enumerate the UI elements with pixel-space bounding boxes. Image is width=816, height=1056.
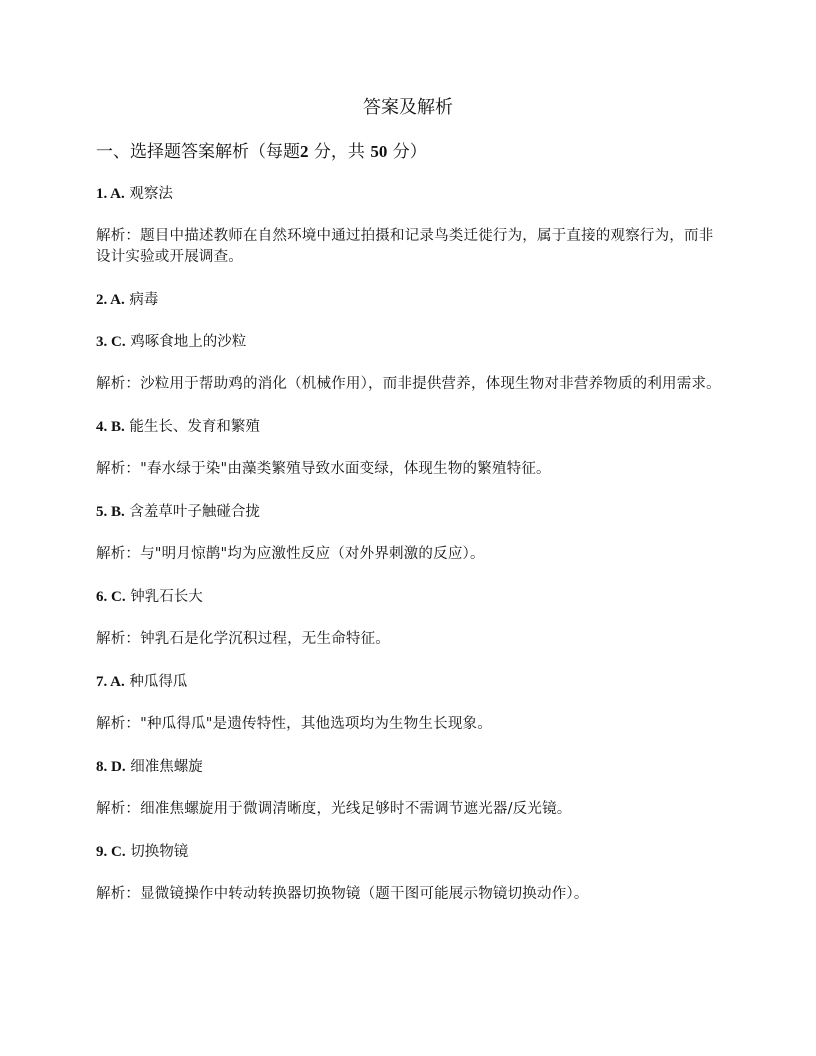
question-2-answer (96, 290, 724, 310)
section-points-total: 50 (370, 142, 388, 161)
answer-text: 鸡啄食地上的沙粒 (130, 334, 247, 350)
question-8-explanation: 解析：细准焦螺旋用于微调清晰度，光线足够时不需调节遮光器/反光镜。 (96, 801, 572, 817)
question-4-answer (96, 417, 724, 437)
question-4-explanation: 解析："春水绿于染"由藻类繁殖导致水面变绿，体现生物的繁殖特征。 (96, 461, 551, 477)
question-6-explanation: 解析：钟乳石是化学沉积过程，无生命特征。 (96, 631, 390, 647)
question-number: 2. A. (96, 292, 125, 308)
question-5-explanation: 解析：与"明月惊鹊"均为应激性反应（对外界刺激的反应）。 (96, 546, 485, 562)
page-title: 答案及解析 (363, 97, 453, 118)
question-number: 9. C. (96, 844, 126, 860)
question-number: 6. C. (96, 589, 126, 605)
question-number: 8. D. (96, 759, 126, 775)
question-3-explanation: 解析：沙粒用于帮助鸡的消化（机械作用），而非提供营养，体现生物对非营养物质的利用需求。 (96, 376, 721, 392)
answer-text: 能生长、发育和繁殖 (129, 419, 260, 435)
answer-text: 钟乳石长大 (130, 589, 203, 605)
question-9-answer (96, 842, 724, 862)
section-heading (96, 140, 736, 164)
question-number: 7. A. (96, 674, 125, 690)
section-suffix: 分） (392, 142, 427, 162)
question-7-answer (96, 672, 724, 692)
question-1-explanation: 解析：题目中描述教师在自然环境中通过拍摄和记录鸟类迁徙行为，属于直接的观察行为，而非设计实验或开展调查。 (96, 228, 714, 265)
question-8-answer (96, 757, 724, 777)
answer-text: 细准焦螺旋 (130, 759, 203, 775)
question-9-explanation: 解析：显微镜操作中转动转换器切换物镜（题干图可能展示物镜切换动作）。 (96, 886, 589, 902)
answer-text: 种瓜得瓜 (129, 674, 188, 690)
question-number: 3. C. (96, 334, 126, 350)
answer-text: 切换物镜 (130, 844, 189, 860)
answer-text: 含羞草叶子触碰合拢 (129, 504, 260, 520)
question-number: 5. B. (96, 504, 125, 520)
section-middle: 分，共 (313, 142, 365, 162)
question-5-answer (96, 502, 724, 522)
question-3-answer (96, 332, 724, 352)
section-prefix: 一、选择题答案解析（每题 (96, 142, 300, 162)
question-1-answer (96, 184, 724, 204)
answer-text: 病毒 (129, 292, 159, 308)
question-number: 1. A. (96, 186, 125, 202)
question-6-answer (96, 587, 724, 607)
answer-text: 观察法 (129, 186, 173, 202)
question-7-explanation: 解析："种瓜得瓜"是遗传特性，其他选项均为生物生长现象。 (96, 716, 492, 732)
question-number: 4. B. (96, 419, 125, 435)
section-points-each: 2 (300, 142, 309, 161)
answer-list (96, 184, 724, 927)
